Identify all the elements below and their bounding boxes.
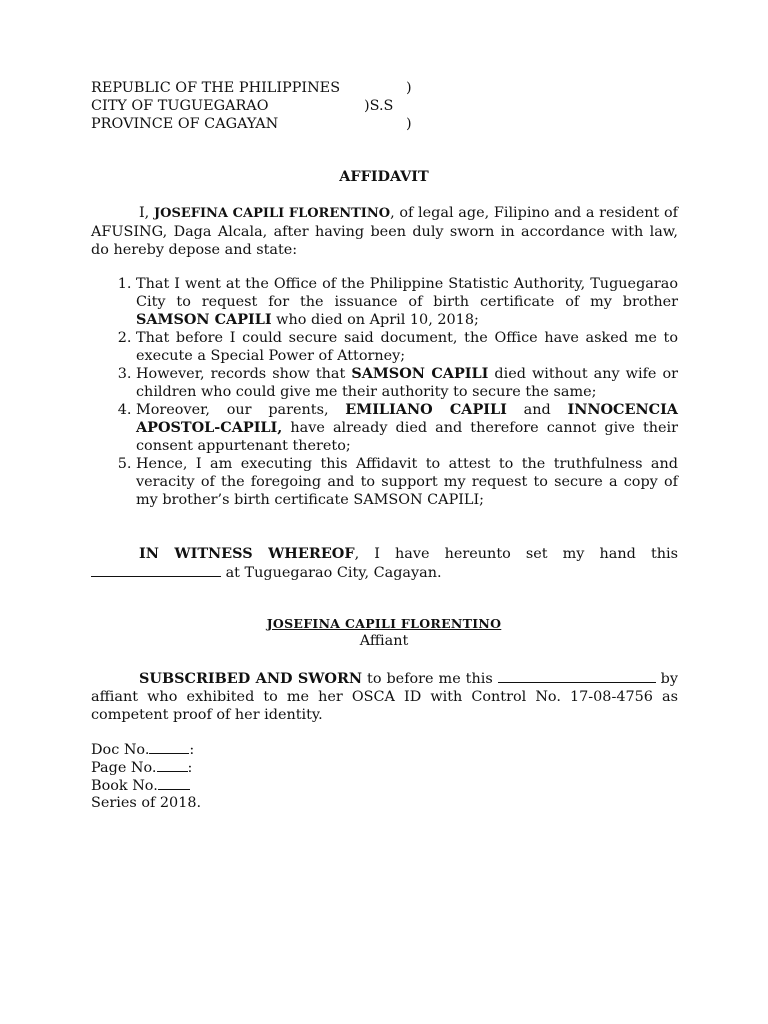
venue-bracket-3: ) [406, 116, 412, 132]
statement-text: Hence, I am executing this Affidavit to attest to the truthfulness and veracity of the foregoing and to support my request to secure a copy of my brother’s birth certificate SAMSON CAPILI; [136, 456, 678, 508]
venue-republic: REPUBLIC OF THE PHILIPPINES [91, 80, 341, 96]
statement-item [136, 365, 678, 401]
statement-item [136, 401, 678, 455]
intro-lead: I, [139, 205, 154, 221]
statement-text: and [506, 402, 568, 418]
series-year: Series of 2018. [91, 795, 202, 811]
statement-text: who died on April 10, 2018; [271, 312, 479, 328]
statement-text: That I went at the Office of the Philippine Statistic Authority, Tuguegarao City to request for the issuance of birth certificate of my brother [136, 276, 678, 310]
statement-text: That before I could secure said document, the Office have asked me to execute a Special Power of Attorney; [136, 330, 678, 364]
witness-lead: IN WITNESS WHEREOF [139, 545, 355, 562]
venue-province: PROVINCE OF CAGAYAN [91, 116, 279, 132]
statement-item [136, 329, 678, 365]
page-number-blank [157, 758, 188, 772]
witness-text-end: at Tuguegarao City, Cagayan. [221, 565, 442, 581]
doc-number [91, 740, 194, 759]
intro-text: , of legal age, Filipino and a resident of AFUSING, Daga Alcala, after having been duly sworn in accordance with law, do hereby depose and state: [91, 205, 678, 258]
page-number-label: Page No. [91, 760, 157, 776]
doc-number-colon: : [189, 742, 195, 758]
doc-number-label: Doc No. [91, 742, 150, 758]
statement-name: SAMSON CAPILI [136, 311, 272, 328]
document-title: AFFIDAVIT [339, 168, 429, 185]
statement-item [136, 455, 678, 509]
witness-paragraph [91, 545, 678, 582]
intro-affiant-name: JOSEFINA CAPILI FLORENTINO [153, 206, 391, 221]
venue-bracket-1: ) [406, 80, 412, 96]
witness-date-blank [91, 563, 221, 577]
statement-item [136, 275, 678, 329]
statement-text: died without any wife or children who could give me their authority to secure the same; [136, 366, 679, 400]
book-number-label: Book No. [91, 778, 158, 794]
statement-name: SAMSON CAPILI [351, 365, 489, 382]
affiant-label: Affiant [359, 633, 409, 649]
intro-paragraph [91, 204, 678, 259]
venue-ss-mark: )S.S [364, 98, 394, 114]
statement-text: However, records show that [136, 366, 352, 382]
book-number [91, 776, 190, 795]
statement-text: have already died and therefore cannot give their consent appurtenant thereto; [136, 420, 678, 454]
jurat-date-blank [498, 669, 656, 683]
affiant-signature-name: JOSEFINA CAPILI FLORENTINO [266, 616, 502, 631]
book-number-blank [158, 776, 190, 790]
statement-name: EMILIANO CAPILI [345, 401, 507, 418]
statement-text: Moreover, our parents, [136, 402, 346, 418]
witness-text: , I have hereunto set my hand this [354, 546, 678, 562]
venue-city: CITY OF TUGUEGARAO [91, 98, 269, 114]
jurat-text-end: by affiant who exhibited to me her OSCA ID with Control No. 17-08-4756 as competent proof of her identity. [91, 671, 678, 723]
page-number [91, 758, 192, 777]
jurat-text: to before me this [362, 671, 498, 687]
statement-name: INNOCENCIA APOSTOL-CAPILI, [136, 401, 678, 436]
jurat-lead: SUBSCRIBED AND SWORN [139, 670, 363, 687]
jurat-paragraph [91, 669, 678, 724]
doc-number-blank [149, 740, 189, 754]
statement-list [91, 275, 678, 509]
page-number-colon: : [187, 760, 193, 776]
